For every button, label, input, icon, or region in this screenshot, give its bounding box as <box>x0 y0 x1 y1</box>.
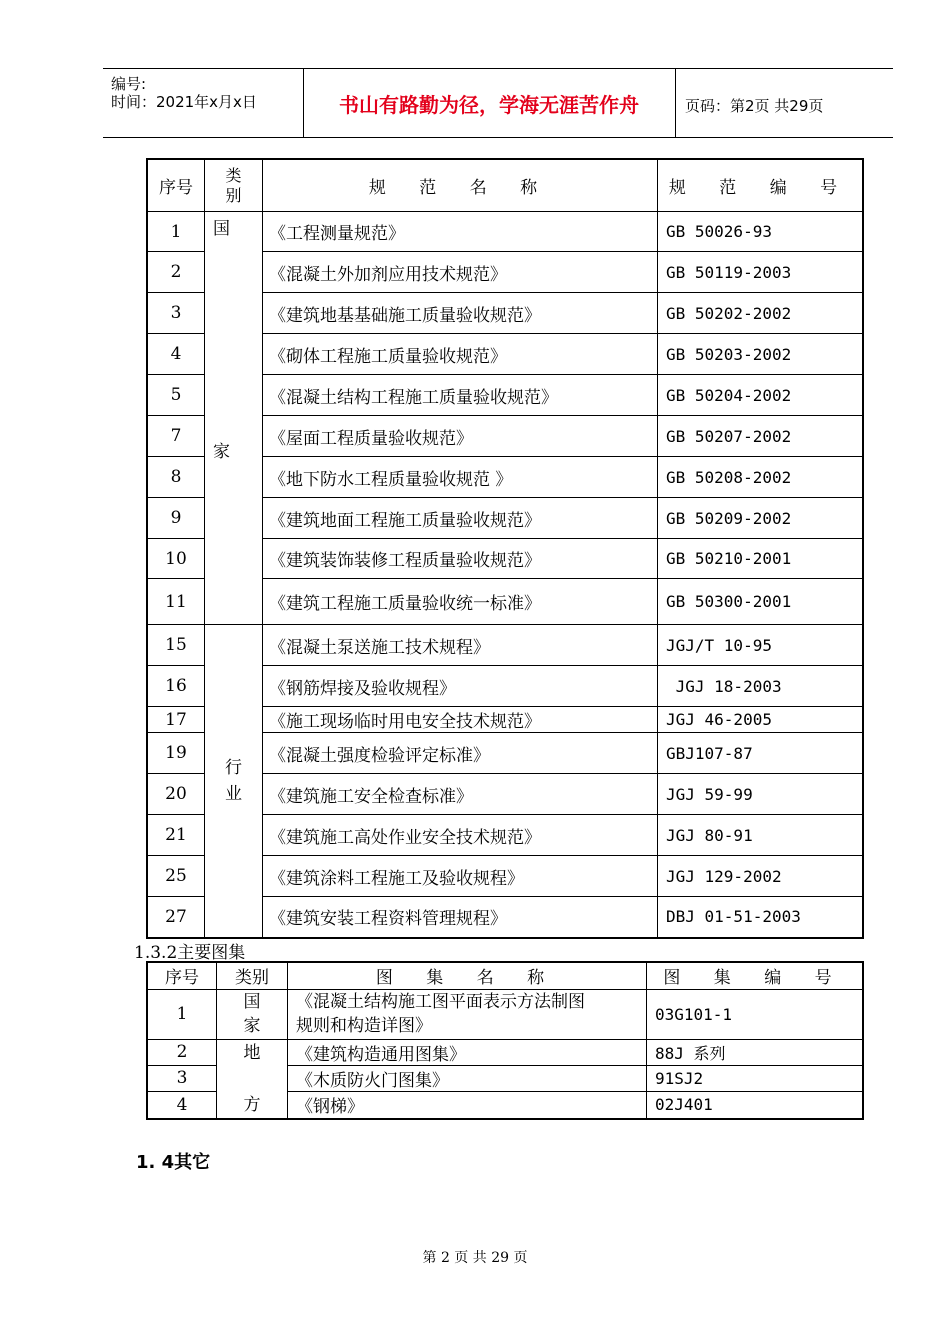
row-name-line1: 《混凝土结构施工图平面表示方法制图 <box>296 992 585 1012</box>
row-no: 21 <box>147 815 205 856</box>
row-no: 2 <box>147 1039 217 1065</box>
row-code: JGJ 129-2002 <box>658 856 864 897</box>
header-no: 序号 <box>147 159 205 212</box>
standards-body <box>147 212 863 938</box>
row-code: GB 50204-2002 <box>658 375 864 416</box>
row-no: 16 <box>147 666 205 707</box>
header-category: 类 别 <box>205 159 263 212</box>
row-name: 《建筑涂料工程施工及验收规程》 <box>263 856 658 897</box>
row-code: 02J401 <box>647 1092 864 1119</box>
row-name: 《屋面工程质量验收规范》 <box>263 416 658 457</box>
row-code: GB 50119-2003 <box>658 252 864 293</box>
row-code: GB 50300-2001 <box>658 579 864 625</box>
number-label: 编号: <box>111 75 147 93</box>
row-code: JGJ 59-99 <box>658 774 864 815</box>
category-bottom: 业 <box>225 783 242 804</box>
table-row <box>147 212 863 252</box>
page-footer: 第 2 页 共 29 页 <box>422 1250 528 1266</box>
row-code: GB 50209-2002 <box>658 498 864 539</box>
section-heading-other: 1. 4其它 <box>136 1152 211 1173</box>
row-code: GB 50208-2002 <box>658 457 864 498</box>
row-name: 《砌体工程施工质量验收规范》 <box>263 334 658 375</box>
row-code: GB 50210-2001 <box>658 539 864 579</box>
header-slogan: 书山有路勤为径，学海无涯苦作舟 <box>303 69 676 137</box>
row-category <box>205 625 263 938</box>
row-code: GB 50203-2002 <box>658 334 864 375</box>
row-no: 3 <box>147 293 205 334</box>
row-no: 7 <box>147 416 205 457</box>
row-category: 国 家 <box>217 989 288 1039</box>
row-name: 《地下防水工程质量验收规范 》 <box>263 457 658 498</box>
table-header-row <box>147 159 863 212</box>
category-bottom: 家 <box>213 442 230 462</box>
category-top: 行 <box>225 757 242 778</box>
category-top: 国 <box>213 219 230 239</box>
row-name: 《建筑地面工程施工质量验收规范》 <box>263 498 658 539</box>
row-code: GB 50202-2002 <box>658 293 864 334</box>
row-code: GB 50207-2002 <box>658 416 864 457</box>
row-no: 2 <box>147 252 205 293</box>
header-meta <box>103 69 304 137</box>
header-category: 类别 <box>217 962 288 989</box>
row-name: 《混凝土结构工程施工质量验收规范》 <box>263 375 658 416</box>
table-row <box>147 989 863 1039</box>
row-name: 《建筑施工安全检查标准》 <box>263 774 658 815</box>
row-no: 25 <box>147 856 205 897</box>
header-no: 序号 <box>147 962 217 989</box>
row-name: 《工程测量规范》 <box>263 212 658 252</box>
row-code: GB 50026-93 <box>658 212 864 252</box>
row-name: 《混凝土外加剂应用技术规范》 <box>263 252 658 293</box>
row-name: 《施工现场临时用电安全技术规范》 <box>263 707 658 733</box>
table-row <box>147 625 863 666</box>
time-label: 时间：2021年x月x日 <box>111 93 257 111</box>
section-title: 1.3.2主要图集 <box>134 943 246 963</box>
row-no: 9 <box>147 498 205 539</box>
page-header <box>103 68 893 138</box>
header-name: 规 范 名 称 <box>263 159 658 212</box>
row-name: 《建筑地基基础施工质量验收规范》 <box>263 293 658 334</box>
table-row <box>147 1039 863 1065</box>
row-category <box>217 1039 288 1119</box>
row-no: 20 <box>147 774 205 815</box>
row-name: 《建筑安装工程资料管理规程》 <box>263 897 658 938</box>
row-no: 4 <box>147 1092 217 1119</box>
header-code: 图 集 编 号 <box>647 962 864 989</box>
row-category <box>205 212 263 625</box>
category-top: 地 <box>243 1042 261 1063</box>
row-no: 8 <box>147 457 205 498</box>
row-name: 《建筑构造通用图集》 <box>288 1039 647 1065</box>
row-code: GBJ107-87 <box>658 733 864 774</box>
row-name: 《混凝土泵送施工技术规程》 <box>263 625 658 666</box>
row-name: 《建筑装饰装修工程质量验收规范》 <box>263 539 658 579</box>
row-no: 27 <box>147 897 205 938</box>
row-no: 5 <box>147 375 205 416</box>
row-name-line2: 规则和构造详图》 <box>296 1016 432 1036</box>
atlas-table <box>146 961 864 1120</box>
table-header-row <box>147 962 863 989</box>
row-code: 91SJ2 <box>647 1065 864 1091</box>
row-name: 《建筑工程施工质量验收统一标准》 <box>263 579 658 625</box>
row-code: JGJ 80-91 <box>658 815 864 856</box>
row-name: 《木质防火门图集》 <box>288 1065 647 1091</box>
row-code: 88J 系列 <box>647 1039 864 1065</box>
standards-table <box>146 158 864 939</box>
row-no: 17 <box>147 707 205 733</box>
row-code: JGJ 46-2005 <box>658 707 864 733</box>
row-name: 《建筑施工高处作业安全技术规范》 <box>263 815 658 856</box>
row-name <box>288 989 647 1039</box>
row-code: JGJ/T 10-95 <box>658 625 864 666</box>
row-name: 《钢筋焊接及验收规程》 <box>263 666 658 707</box>
row-no: 1 <box>147 989 217 1039</box>
row-no: 19 <box>147 733 205 774</box>
row-no: 1 <box>147 212 205 252</box>
header-page-info: 页码：第2页 共29页 <box>685 97 824 115</box>
row-code: 03G101-1 <box>647 989 864 1039</box>
row-name: 《混凝土强度检验评定标准》 <box>263 733 658 774</box>
row-no: 11 <box>147 579 205 625</box>
row-no: 4 <box>147 334 205 375</box>
header-name: 图 集 名 称 <box>288 962 647 989</box>
row-name: 《钢梯》 <box>288 1092 647 1119</box>
row-no: 10 <box>147 539 205 579</box>
row-no: 3 <box>147 1065 217 1091</box>
row-code: JGJ 18-2003 <box>658 666 864 707</box>
row-code: DBJ 01-51-2003 <box>658 897 864 938</box>
header-code: 规 范 编 号 <box>658 159 864 212</box>
category-bottom: 方 <box>243 1094 261 1115</box>
row-no: 15 <box>147 625 205 666</box>
